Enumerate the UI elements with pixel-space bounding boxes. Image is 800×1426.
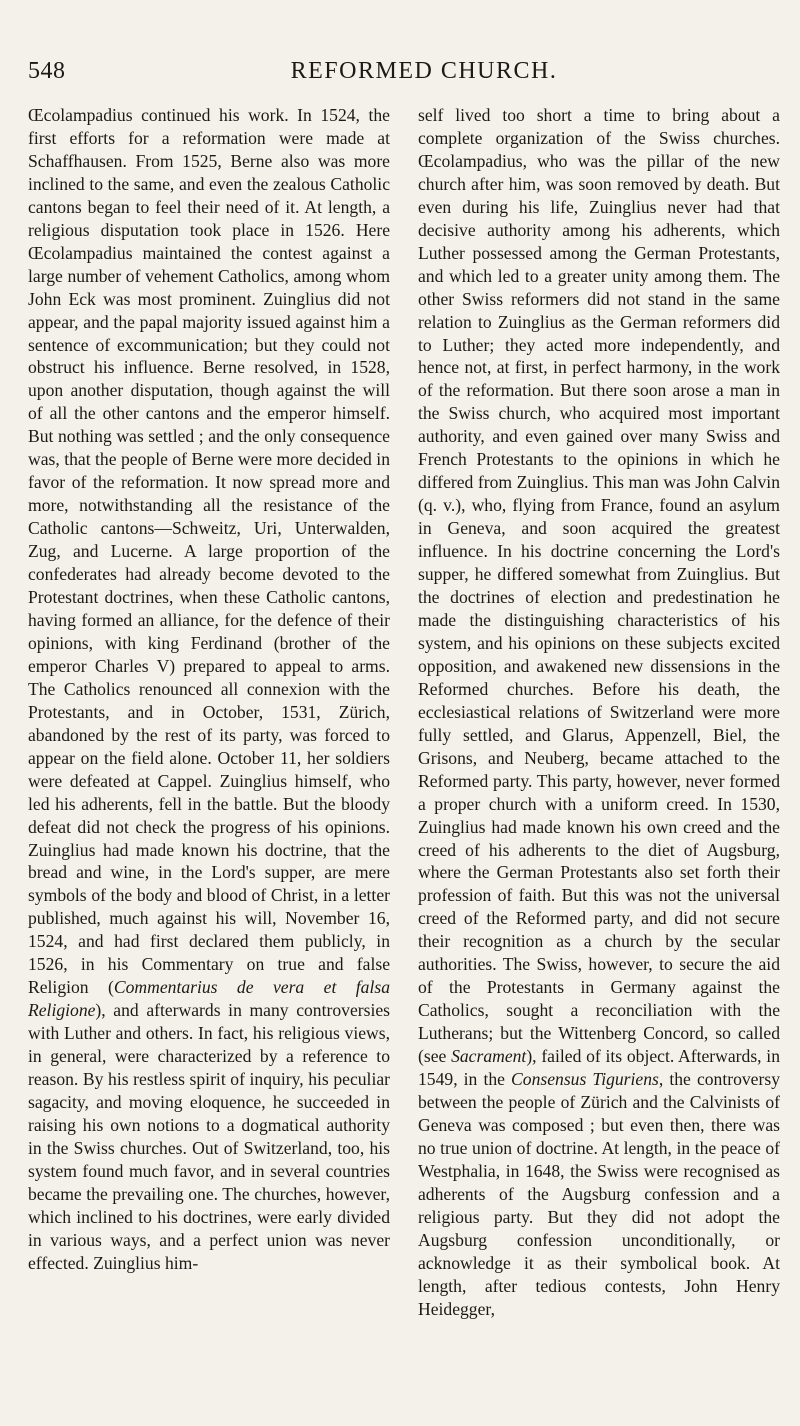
left-paragraph (28, 104, 390, 1275)
text-columns (28, 104, 780, 1409)
left-italic-title: Commentarius de vera et falsa Religione (28, 977, 390, 1021)
right-paragraph (418, 104, 780, 1321)
page-number: 548 (28, 58, 66, 84)
left-column (28, 104, 390, 1409)
right-italic-consensus: Consensus Tiguriens (511, 1069, 659, 1090)
running-title: REFORMED CHURCH. (290, 58, 558, 84)
page-header (28, 58, 780, 86)
right-text-part3: , the controversy between the people of Zürich and the Calvinists of Geneva was composed ; but even then, there was no true union of doctrine. At length, in the peace of Westphalia, in 1648, the Swiss were recognised as adherents of the Augsburg confession and a religious party. But they did not adopt the Augsburg confession unconditionally, or acknowledge it as their symbolical book. At length, after tedious contests, John Henry Heidegger, (418, 1069, 780, 1319)
left-text-part1: Œcolampadius continued his work. In 1524, the first efforts for a reformation were made at Schaffhausen. From 1525, Berne also was more inclined to the same, and even the zealous Catholic cantons began to feel their need of it. At length, a religious disputation took place in 1526. Here Œcolampadius maintained the contest against a large number of vehement Catholics, among whom John Eck was most prominent. Zuinglius did not appear, and the papal majority issued against him a sentence of excommunication; but they could not obstruct his influence. Berne resolved, in 1528, upon another disputation, though against the will of all the other cantons and the emperor himself. But nothing was settled ; and the only consequence was, that the people of Berne were more decided in favor of the reformation. It now spread more and more, notwithstanding all the resistance of the Catholic cantons—Schweitz, Uri, Unterwalden, Zug, and Lucerne. A large proportion of the confederates had already become devoted to the Protestant doctrines, when these Catholic cantons, having formed an alliance, for the defence of their opinions, with king Ferdinand (brother of the emperor Charles V) prepared to appeal to arms. The Catholics renounced all connexion with the Protestants, and in October, 1531, Zürich, abandoned by the rest of its party, was forced to appear on the field alone. October 11, her soldiers were defeated at Cappel. Zuinglius himself, who led his adherents, fell in the battle. But the bloody defeat did not check the progress of his opinions. Zuinglius had made known his doctrine, that the bread and wine, in the Lord's supper, are mere symbols of the body and blood of Christ, in a letter published, much against his will, November 16, 1524, and had first declared them publicly, in 1526, in his Commentary on true and false Religion ( (28, 105, 390, 998)
left-text-part2: ), and afterwards in many controversies with Luther and others. In fact, his religious views, in general, were characterized by a reference to reason. By his restless spirit of inquiry, his peculiar sagacity, and moving eloquence, he succeeded in raising his own notions to a dogmatical authority in the Swiss churches. Out of Switzerland, too, his system found much favor, and in several countries became the prevailing one. The churches, however, which inclined to his doctrines, were early divided in various ways, and a perfect union was never effected. Zuinglius him- (28, 1000, 390, 1273)
right-text-part2: ), failed of its object. Afterwards, in 1549, in the (418, 1046, 780, 1090)
right-column (418, 104, 780, 1409)
right-text-part1: self lived too short a time to bring about a complete organization of the Swiss churches. Œcolampadius, who was the pillar of the new church after him, was soon removed by death. But even during his life, Zuinglius never had that decisive authority among his adherents, which Luther possessed among the German Protestants, and which led to a greater unity among them. The other Swiss reformers did not stand in the same relation to Zuinglius as the German reformers did to Luther; they acted more independently, and hence not, at first, in perfect harmony, in the work of the reformation. But there soon arose a man in the Swiss church, who acquired most important authority, and even gained over many Swiss and French Protestants to the opinions in which he differed from Zuinglius. This man was John Calvin (q. v.), who, flying from France, found an asylum in Geneva, and soon acquired the greatest influence. In his doctrine concerning the Lord's supper, he differed somewhat from Zuinglius. But the doctrines of election and predestination he made the distinguishing characteristics of his system, and his opinions on these subjects excited opposition, and awakened new dissensions in the Reformed churches. Before his death, the ecclesiastical relations of Switzerland were more fully settled, and Glarus, Appenzell, Biel, the Grisons, and Neuberg, became attached to the Reformed party. This party, however, never formed a proper church with a uniform creed. In 1530, Zuinglius had made known his own creed and the creed of his adherents to the diet of Augsburg, where the German Protestants also set forth their profession of faith. But this was not the universal creed of the Reformed party, and did not secure their recognition as a church by the secular authorities. The Swiss, however, to secure the aid of the Protestants in Germany against the Catholics, sought a reconciliation with the Lutherans; but the Wittenberg Concord, so called (see (418, 105, 780, 1067)
right-italic-sacrament: Sacrament (451, 1046, 527, 1067)
